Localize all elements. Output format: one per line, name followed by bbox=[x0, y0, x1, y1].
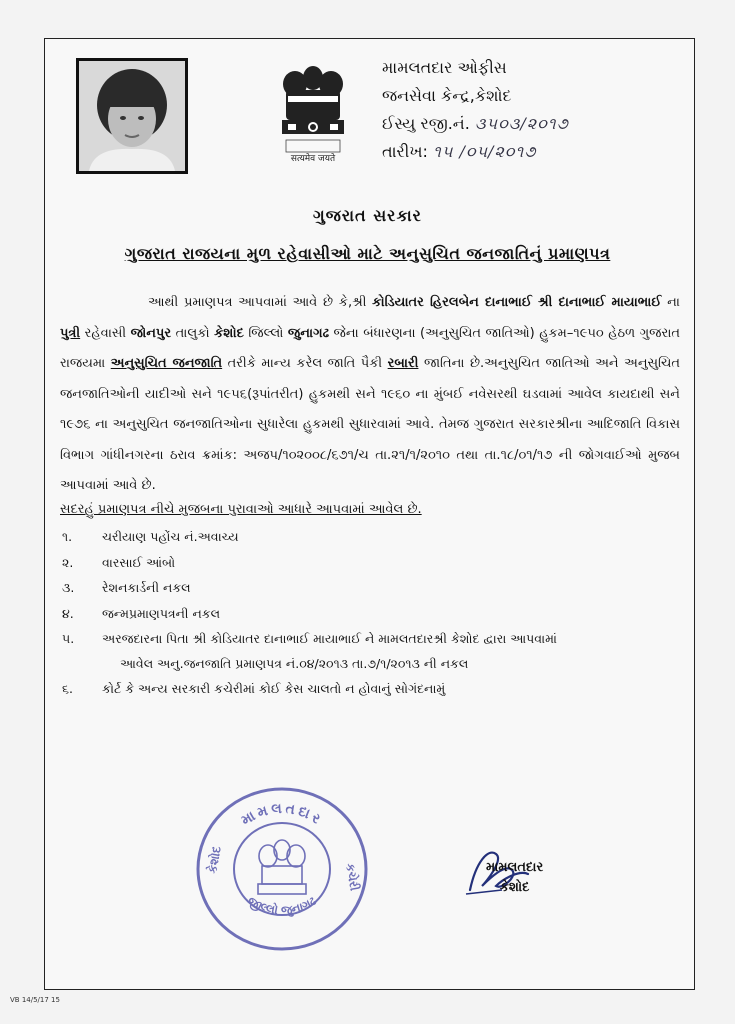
footer-code: VB 14/5/17 15 bbox=[10, 996, 60, 1004]
issue-label: ઈસ્યુ રજી.નં. bbox=[382, 114, 470, 133]
officer-signature-block bbox=[486, 858, 543, 898]
list-item bbox=[62, 575, 682, 601]
seal-left-text: કેશોદ bbox=[205, 845, 224, 875]
evidence-list bbox=[62, 524, 682, 702]
list-item-text: કોર્ટ કે અન્ય સરકારી કચેરીમાં કોઈ કેસ ચાલતો ન હોવાનું સોગંદનામું bbox=[102, 681, 446, 696]
officer-title: મામલતદાર bbox=[486, 860, 544, 875]
list-item-number: ૪. bbox=[62, 605, 74, 621]
certificate-body bbox=[60, 288, 680, 502]
relation: પુત્રી bbox=[60, 325, 81, 341]
office-header bbox=[382, 54, 569, 166]
body-text-1: આથી પ્રમાણપત્ર આપવામાં આવે છે કે,શ્રી bbox=[148, 295, 367, 310]
svg-text:જીલ્લો જુનાગઢ bbox=[245, 894, 319, 919]
issue-number: ૩૫૦૩/૨૦૧૭ bbox=[474, 114, 569, 133]
issue-date: ૧૫ /૦૫/૨૦૧૭ bbox=[433, 142, 537, 161]
list-item-text: જન્મપ્રમાણપત્રની નકલ bbox=[102, 605, 221, 621]
body-text-8: જાતિના છે.અનુસુચિત જાતિઓ અને અનુસુચિત જનજાતિઓની યાદીઓ સને ૧૯૫૬(રૂપાંતરીત) હુકમથી સને ૧૯૬૦ ના મુંબઈ નવેસરથી ઘડવામાં આવેલ કાયદાથી સને ૧૯૭૬ ના અનુસુચિત જનજાતિઓના સુધારેલા હુકમથી સુધારવામાં આવે. તેમજ ગુજરાત સરકારશ્રીના આદિજાતિ વિકાસ વિભાગ ગાંધીનગરના ઠરાવ ક્રમાંક: અજપ/૧૦૨૦૦૮/૬૭૧/ચ તા.૨૧/૧/૨૦૧૦ તથા તા.૧૮/૦૧/૧૭ ની જોગવાઈઓ મુજબ આપવામાં આવે છે. bbox=[60, 356, 680, 493]
seal-right-text: કચેરી bbox=[343, 862, 362, 892]
office-center: જનસેવા કેન્દ્ર,કેશોદ bbox=[382, 86, 512, 105]
issue-line bbox=[382, 110, 569, 138]
list-item-text: રેશનકાર્ડની નકલ bbox=[102, 580, 191, 595]
office-name: મામલતદાર ઓફીસ bbox=[382, 58, 507, 77]
emblem-motto: सत्यमेव जयते bbox=[290, 154, 336, 164]
list-item-number: ૩. bbox=[62, 580, 75, 595]
body-text-4: તાલુકો bbox=[175, 325, 210, 341]
government-heading: ગુજરાત સરકાર bbox=[313, 206, 422, 225]
seal-top-text: મામલતદાર bbox=[238, 800, 326, 829]
district: જુનાગઢ bbox=[287, 325, 330, 341]
caste: રબારી bbox=[387, 356, 419, 371]
list-item-number: ૨. bbox=[62, 554, 74, 570]
certificate-title: ગુજરાત રાજયના મુળ રહેવાસીઓ માટે અનુસુચિત જનજાતિનું પ્રમાણપત્ર bbox=[124, 244, 611, 263]
list-item bbox=[62, 524, 682, 550]
list-item-number: ૫. bbox=[62, 631, 75, 646]
body-text-7: તરીકે માન્ય કરેલ જાતિ પૈકી bbox=[227, 356, 383, 371]
list-item-text: ચરીયાણ પહોંચ નં.અવાચ્ય bbox=[102, 529, 239, 544]
body-text-5: જિલ્લો bbox=[248, 325, 284, 341]
body-text-3: રહેવાસી bbox=[84, 325, 127, 341]
officer-place: કેશોદ bbox=[499, 880, 530, 895]
list-item bbox=[62, 676, 682, 702]
list-item-text: અરજદારના પિતા શ્રી કોડિયાતર દાનાભાઈ માયાભાઈ ને મામલતદારશ્રી કેશોદ દ્વારા આપવામાં bbox=[102, 631, 557, 646]
list-item-text-continued: આવેલ અનુ.જનજાતિ પ્રમાણપત્ર નં.૦૪/૨૦૧૩ તા.૭/૧/૨૦૧૩ ની નકલ bbox=[120, 656, 469, 671]
list-item bbox=[62, 550, 682, 576]
village: જોનપુર bbox=[130, 325, 172, 341]
applicant-name: કોડિયાતર હિરલબેન દાનાભાઈ શ્રી દાનાભાઈ માયાભાઈ bbox=[372, 295, 662, 310]
list-item-text: વારસાઈ આંબો bbox=[102, 554, 176, 570]
body-text-6: જેના બંધારણના (અનુસુચિત જાતિઓ) હુકમ–૧૯૫૦ હેઠળ ગુજરાત રાજયમા bbox=[60, 325, 680, 371]
list-item-number: ૧. bbox=[62, 529, 73, 544]
ashoka-emblem bbox=[268, 60, 358, 166]
body-text-2: ના bbox=[667, 295, 680, 310]
seal-bottom-text: જીલ્લો જુનાગઢ bbox=[245, 893, 319, 918]
svg-text:મામલતદાર bbox=[239, 801, 326, 829]
category: અનુસુચિત જનજાતિ bbox=[110, 356, 223, 371]
applicant-photo bbox=[76, 58, 188, 174]
date-label: તારીખ: bbox=[382, 142, 428, 161]
evidence-heading: સદરહું પ્રમાણપત્ર નીચે મુજબના પુરાવાઓ આધારે આપવામાં આવેલ છે. bbox=[60, 502, 422, 517]
list-item bbox=[62, 626, 682, 676]
taluka: કેશોદ bbox=[214, 325, 244, 341]
date-line bbox=[382, 138, 569, 166]
list-item bbox=[62, 601, 682, 627]
list-item-number: ૬. bbox=[62, 681, 73, 696]
office-seal bbox=[194, 784, 370, 954]
